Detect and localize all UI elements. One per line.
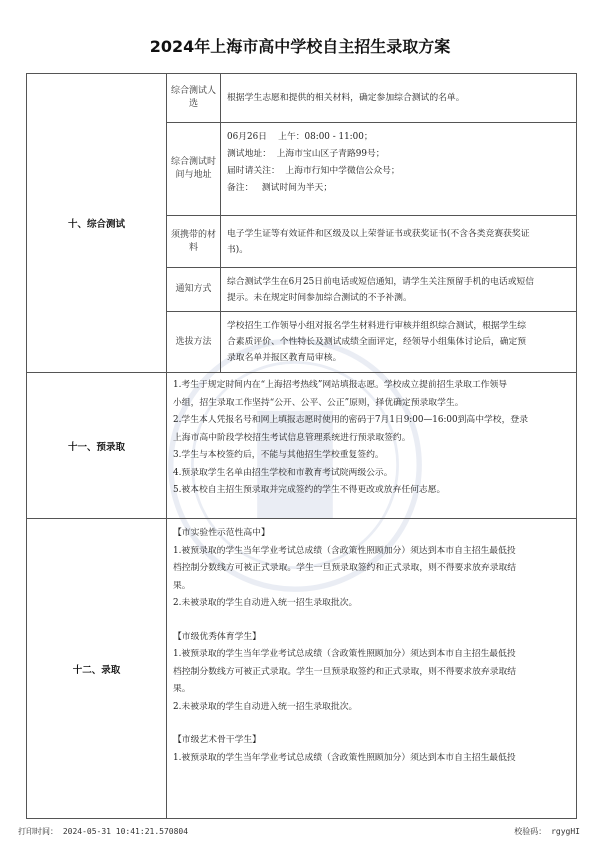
text-line: 2.未被录取的学生自动进入统一招生录取批次。 <box>173 598 358 608</box>
text-line: 综合测试学生在6月25日前电话或短信通知，请学生关注预留手机的电话或短信 <box>227 276 535 287</box>
text-line: 备注： 测试时间为半天； <box>227 183 333 193</box>
section-11-title: 十一、预录取 <box>27 373 167 519</box>
row-label-selection: 选拔方法 <box>167 312 221 373</box>
text-line: 3.学生与本校签约后，不能与其他招生学校重复签约。 <box>173 450 384 460</box>
text-line: 档控制分数线方可被正式录取。学生一旦预录取签约和正式录取，则不得要求放弃录取结 <box>173 563 517 573</box>
spacer <box>173 716 570 730</box>
row-content-materials <box>221 216 577 268</box>
text-line: 上海市高中阶段学校招生考试信息管理系统进行预录取签约。 <box>173 432 411 443</box>
group-heading: 【市实验性示范性高中】 <box>173 528 270 538</box>
table-row <box>27 519 577 819</box>
text-line: 小组，招生录取工作坚持“公开、公平、公正”原则，择优确定预录取学生。 <box>173 397 464 408</box>
text-line: 档控制分数线方可被正式录取。学生一旦预录取签约和正式录取，则不得要求放弃录取结 <box>173 666 517 677</box>
text-line: 2.未被录取的学生自动进入统一招生录取批次。 <box>173 701 358 712</box>
text-line: 果。 <box>173 684 191 694</box>
row-label-time-address: 综合测试时间与地址 <box>167 123 221 216</box>
table-row <box>27 373 577 519</box>
text-line: 学校招生工作领导小组对报名学生材料进行审核并组织综合测试，根据学生综 <box>227 321 527 331</box>
group-heading: 【市级艺术骨干学生】 <box>173 735 261 745</box>
row-content-candidates <box>221 74 577 123</box>
text-line: 5.被本校自主招生预录取并完成签约的学生不得更改或放弃任何志愿。 <box>173 485 446 495</box>
text-line: 书)。 <box>227 244 249 255</box>
row-content-time-address <box>221 123 577 216</box>
text-line: 提示。未在规定时间参加综合测试的不予补测。 <box>227 292 412 303</box>
text-line: 1.被预录取的学生当年学业考试总成绩（含政策性照顾加分）须达到本市自主招生最低投 <box>173 649 516 659</box>
page-title: 2024年上海市高中学校自主招生录取方案 <box>149 37 451 56</box>
section-12-title: 十二、录取 <box>27 519 167 819</box>
spacer <box>173 613 570 627</box>
section-11-content <box>167 373 577 519</box>
text-line: 06月26日 上午：08:00 - 11:00； <box>227 132 373 142</box>
check-code: 校验码： rgygHI <box>514 827 580 836</box>
row-content-notification <box>221 268 577 312</box>
row-label-notification: 通知方式 <box>167 268 221 312</box>
row-content-selection <box>221 312 577 373</box>
text-line: 4.预录取学生名单由招生学校和市教育考试院两级公示。 <box>173 467 393 478</box>
text-line: 果。 <box>173 580 191 591</box>
text-line: 录取名单并报区教育局审核。 <box>227 353 342 363</box>
text-line: 1.被预录取的学生当年学业考试总成绩（含政策性照顾加分）须达到本市自主招生最低投 <box>173 752 516 763</box>
group-heading: 【市级优秀体育学生】 <box>173 631 261 642</box>
row-label-materials: 须携带的材料 <box>167 216 221 268</box>
text-line: 1.被预录取的学生当年学业考试总成绩（含政策性照顾加分）须达到本市自主招生最低投 <box>173 545 516 556</box>
row-label-candidates: 综合测试人选 <box>167 74 221 123</box>
text-line: 电子学生证等有效证件和区级及以上荣誉证书或获奖证书(不含各类竞赛获奖证 <box>227 228 530 239</box>
text-line: 根据学生志愿和提供的相关材料，确定参加综合测试的名单。 <box>227 93 465 103</box>
text-line: 测试地址： 上海市宝山区子青路99号； <box>227 149 385 159</box>
text-line: 1.考生于规定时间内在“上海招考热线”网站填报志愿。学校成立提前招生录取工作领导 <box>173 380 508 390</box>
print-time: 打印时间： 2024-05-31 10:41:21.570804 <box>18 827 189 836</box>
section-10-title: 十、综合测试 <box>27 74 167 373</box>
section-12-content <box>167 519 577 819</box>
text-line: 合素质评价、个性特长及测试成绩全面评定，经领导小组集体讨论后，确定预 <box>227 337 527 347</box>
admission-plan-table <box>26 73 577 819</box>
text-line: 2.学生本人凭报名号和网上填报志愿时使用的密码于7月1日9:00—16:00到高中学校，登录 <box>173 415 528 425</box>
text-line: 届时请关注： 上海市行知中学微信公众号； <box>227 166 400 176</box>
table-row <box>27 74 577 123</box>
